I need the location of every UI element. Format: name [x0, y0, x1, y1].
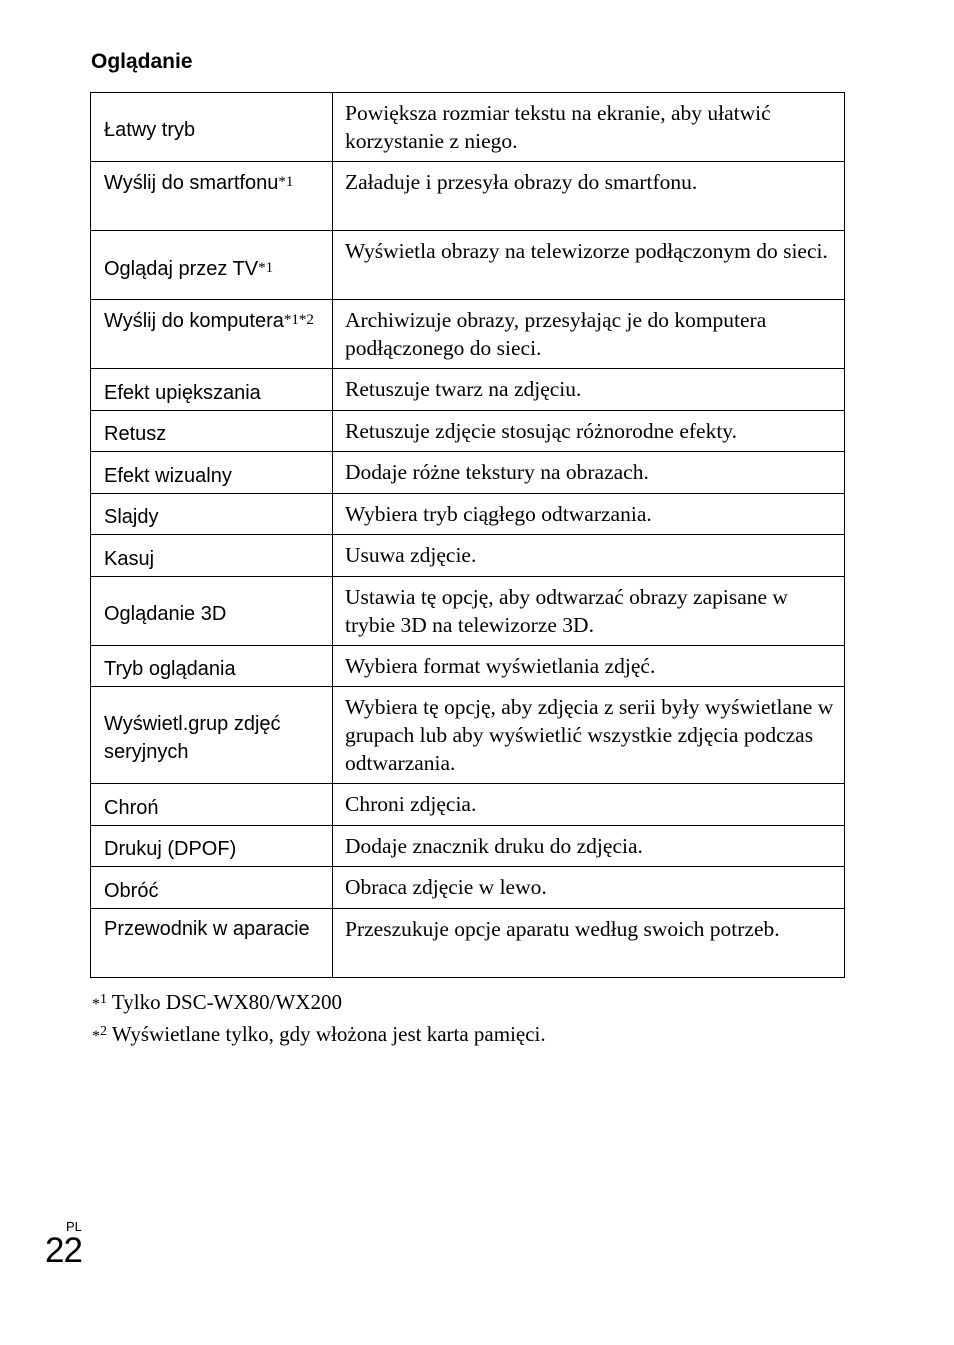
option-name: Oglądaj przez TV$^{*1}$ — [91, 231, 333, 300]
option-name: Chroń — [91, 784, 333, 826]
table-row — [91, 300, 845, 369]
option-name: Slajdy — [91, 494, 333, 535]
option-description: Dodaje znacznik druku do zdjęcia. — [333, 826, 845, 867]
option-description: Obraca zdjęcie w lewo. — [333, 867, 845, 909]
footnote-mark: *1*2 — [283, 312, 314, 328]
section-title: Oglądanie — [91, 50, 193, 73]
option-description: Załaduje i przesyła obrazy do smartfonu. — [333, 162, 845, 231]
table-row — [91, 646, 845, 687]
option-description: Archiwizuje obrazy, przesyłając je do komputera podłączonego do sieci. — [333, 300, 845, 369]
option-name: Drukuj (DPOF) — [91, 826, 333, 867]
footnotes — [92, 986, 546, 1050]
footnote-mark: *1 — [278, 174, 294, 190]
option-description: Wyświetla obrazy na telewizorze podłączonym do sieci. — [333, 231, 845, 300]
option-description: Usuwa zdjęcie. — [333, 535, 845, 577]
table-row — [91, 784, 845, 826]
footnote — [92, 1018, 546, 1050]
option-description: Wybiera format wyświetlania zdjęć. — [333, 646, 845, 687]
option-description: Dodaje różne tekstury na obrazach. — [333, 452, 845, 494]
option-name: Łatwy tryb — [91, 93, 333, 162]
table-row — [91, 867, 845, 909]
option-name: Oglądanie 3D — [91, 577, 333, 646]
option-name: Retusz — [91, 411, 333, 452]
option-name: Kasuj — [91, 535, 333, 577]
page-language-label: PL — [66, 1219, 82, 1234]
option-name: Wyślij do komputera$^{*1*2}$ — [91, 300, 333, 369]
table-row — [91, 687, 845, 784]
option-description: Retuszuje zdjęcie stosując różnorodne efekty. — [333, 411, 845, 452]
table-row — [91, 93, 845, 162]
table-row — [91, 231, 845, 300]
footnote-mark: *1 — [258, 259, 274, 276]
table-row — [91, 494, 845, 535]
footnote — [92, 986, 546, 1018]
footnote-mark: *$^1$ — [92, 992, 107, 1013]
option-description: Ustawia tę opcję, aby odtwarzać obrazy zapisane w trybie 3D na telewizorze 3D. — [333, 577, 845, 646]
option-name: Obróć — [91, 867, 333, 909]
footnote-text: Tylko DSC-WX80/WX200 — [111, 990, 342, 1014]
page-number: 22 — [45, 1231, 82, 1270]
table-row — [91, 535, 845, 577]
option-name: Przewodnik w aparacie — [91, 909, 333, 978]
option-description: Wybiera tę opcję, aby zdjęcia z serii były wyświetlane w grupach lub aby wyświetlić wszystkie zdjęcia podczas odtwarzania. — [333, 687, 845, 784]
table-row — [91, 452, 845, 494]
table-row — [91, 909, 845, 978]
table-row — [91, 826, 845, 867]
table-row — [91, 162, 845, 231]
option-description: Chroni zdjęcia. — [333, 784, 845, 826]
table-row — [91, 577, 845, 646]
option-name: Wyświetl.grup zdjęć seryjnych — [91, 687, 333, 784]
footnote-mark: *$^2$ — [92, 1024, 107, 1045]
option-description: Powiększa rozmiar tekstu na ekranie, aby ułatwić korzystanie z niego. — [333, 93, 845, 162]
table-row — [91, 369, 845, 411]
option-description: Przeszukuje opcje aparatu według swoich potrzeb. — [333, 909, 845, 978]
option-name: Tryb oglądania — [91, 646, 333, 687]
option-name: Efekt upiększania — [91, 369, 333, 411]
menu-options-table — [90, 92, 845, 978]
footnote-text: Wyświetlane tylko, gdy włożona jest karta pamięci. — [111, 1022, 546, 1046]
option-name: Efekt wizualny — [91, 452, 333, 494]
option-description: Retuszuje twarz na zdjęciu. — [333, 369, 845, 411]
table-row — [91, 411, 845, 452]
option-description: Wybiera tryb ciągłego odtwarzania. — [333, 494, 845, 535]
option-name: Wyślij do smartfonu$^{*1}$ — [91, 162, 333, 231]
